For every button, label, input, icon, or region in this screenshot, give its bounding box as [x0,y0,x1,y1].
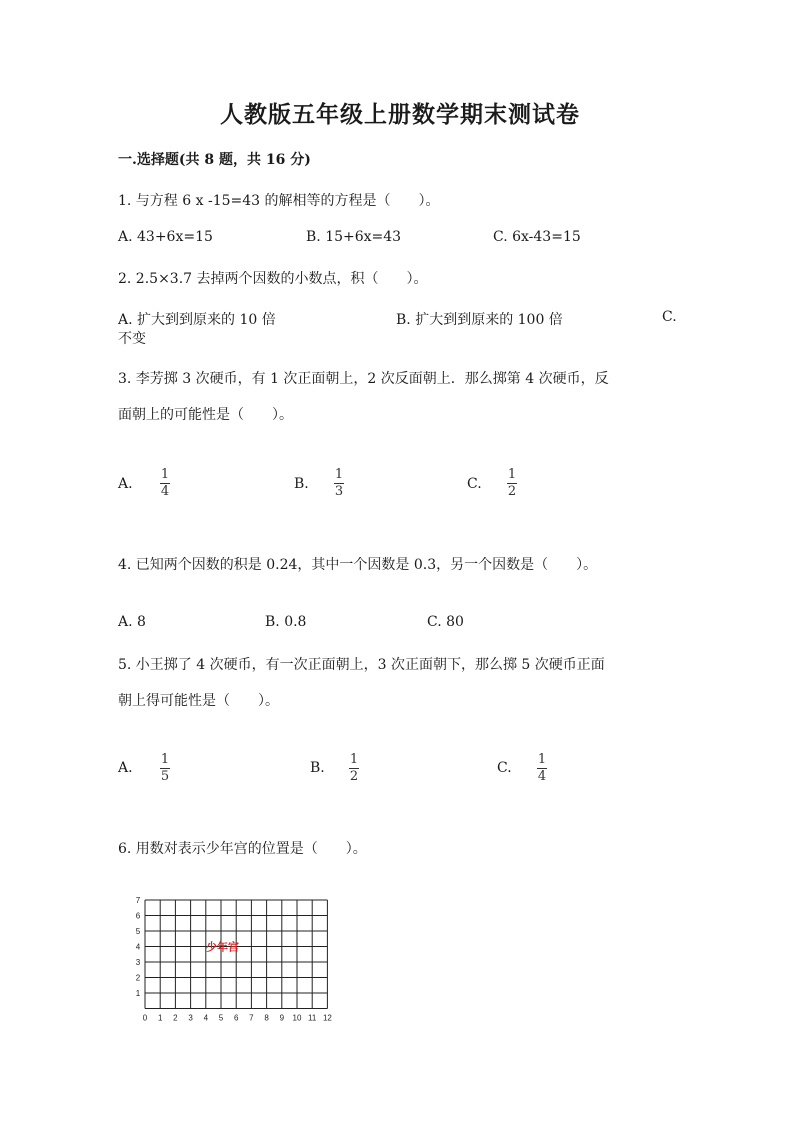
fraction-numerator: 1 [537,752,547,767]
x-axis-tick-label: 5 [218,1013,224,1023]
question-4-option-a[interactable]: A. 8 [118,614,146,630]
question-1-text: 1. 与方程 6 x -15=43 的解相等的方程是（ ）。 [118,193,440,209]
y-axis-tick-label: 6 [135,911,141,921]
x-axis-tick-label: 0 [142,1013,148,1023]
y-axis-tick-label: 2 [135,973,141,983]
question-4-option-c[interactable]: C. 80 [427,614,464,630]
x-axis-tick-label: 9 [279,1013,285,1023]
grid-axis-labels [136,896,333,1023]
question-1-option-b[interactable]: B. 15+6x=43 [306,229,402,245]
question-5-option-c-fraction [537,753,547,784]
x-axis-tick-label: 2 [173,1013,178,1023]
x-axis-tick-label: 8 [264,1013,269,1023]
question-3-text-line-2: 面朝上的可能性是（ ）。 [118,407,293,423]
question-2-option-a[interactable]: A. 扩大到到原来的 10 倍 [118,312,276,328]
question-3-option-b-fraction [334,468,344,499]
section-heading: 一.选择题(共 8 题，共 16 分) [118,152,311,168]
question-5-text-line-1: 5. 小王掷了 4 次硬币，有一次正面朝上，3 次正面朝下，那么掷 5 次硬币正面 [118,657,605,673]
question-5-option-b-label[interactable]: B. [310,760,325,776]
question-2-text: 2. 2.5×3.7 去掉两个因数的小数点，积（ ）。 [118,271,428,287]
coordinate-grid [126,893,338,1025]
x-axis-tick-label: 7 [249,1013,254,1023]
question-3-option-c-fraction [507,468,517,499]
question-3-option-b-label[interactable]: B. [294,476,309,492]
question-5-option-b-fraction [349,753,359,784]
fraction-numerator: 1 [334,467,344,482]
question-3-option-a-fraction [160,468,170,499]
question-2-option-b[interactable]: B. 扩大到到原来的 100 倍 [396,312,563,328]
question-5-text-line-2: 朝上得可能性是（ ）。 [118,693,279,709]
fraction-denominator: 3 [334,484,344,499]
y-axis-tick-label: 4 [135,942,141,952]
question-3-option-a-label[interactable]: A. [118,476,133,492]
question-5-option-a-fraction [160,753,170,784]
question-1-option-c[interactable]: C. 6x-43=15 [493,229,581,245]
y-axis-tick-label: 1 [135,989,141,998]
question-5-option-a-label[interactable]: A. [118,760,133,776]
fraction-denominator: 2 [349,769,359,784]
fraction-denominator: 4 [160,484,170,499]
fraction-numerator: 1 [160,752,170,767]
question-3-text-line-1: 3. 李芳掷 3 次硬币，有 1 次正面朝上，2 次反面朝上．那么掷第 4 次硬币，反 [118,371,609,387]
y-axis-tick-label: 7 [135,896,141,905]
x-axis-tick-label: 4 [203,1013,209,1023]
fraction-numerator: 1 [507,467,517,482]
grid-lines [145,900,327,1009]
question-2-option-c[interactable]: C. [662,309,677,325]
question-1-option-a[interactable]: A. 43+6x=15 [118,229,213,245]
x-axis-tick-label: 1 [157,1013,163,1023]
fraction-numerator: 1 [160,467,170,482]
page-title: 人教版五年级上册数学期末测试卷 [220,101,580,128]
x-axis-tick-label: 12 [322,1013,332,1023]
fraction-numerator: 1 [349,752,359,767]
question-4-option-b[interactable]: B. 0.8 [265,614,307,630]
fraction-denominator: 2 [507,484,517,499]
question-6-text: 6. 用数对表示少年宫的位置是（ ）。 [118,841,367,857]
fraction-denominator: 5 [160,769,170,784]
x-axis-tick-label: 6 [233,1013,239,1023]
x-axis-tick-label: 10 [292,1013,302,1023]
place-label-youth-palace: 少年宫 [206,941,240,954]
x-axis-tick-label: 11 [308,1013,317,1023]
question-3-option-c-label[interactable]: C. [467,476,482,492]
fraction-denominator: 4 [537,769,547,784]
x-axis-tick-label: 3 [188,1013,193,1023]
question-5-option-c-label[interactable]: C. [497,760,512,776]
question-4-text: 4. 已知两个因数的积是 0.24，其中一个因数是 0.3，另一个因数是（ ）。 [118,557,598,573]
question-2-option-c-text: 不变 [118,331,146,347]
y-axis-tick-label: 3 [135,958,141,967]
y-axis-tick-label: 5 [135,927,141,936]
